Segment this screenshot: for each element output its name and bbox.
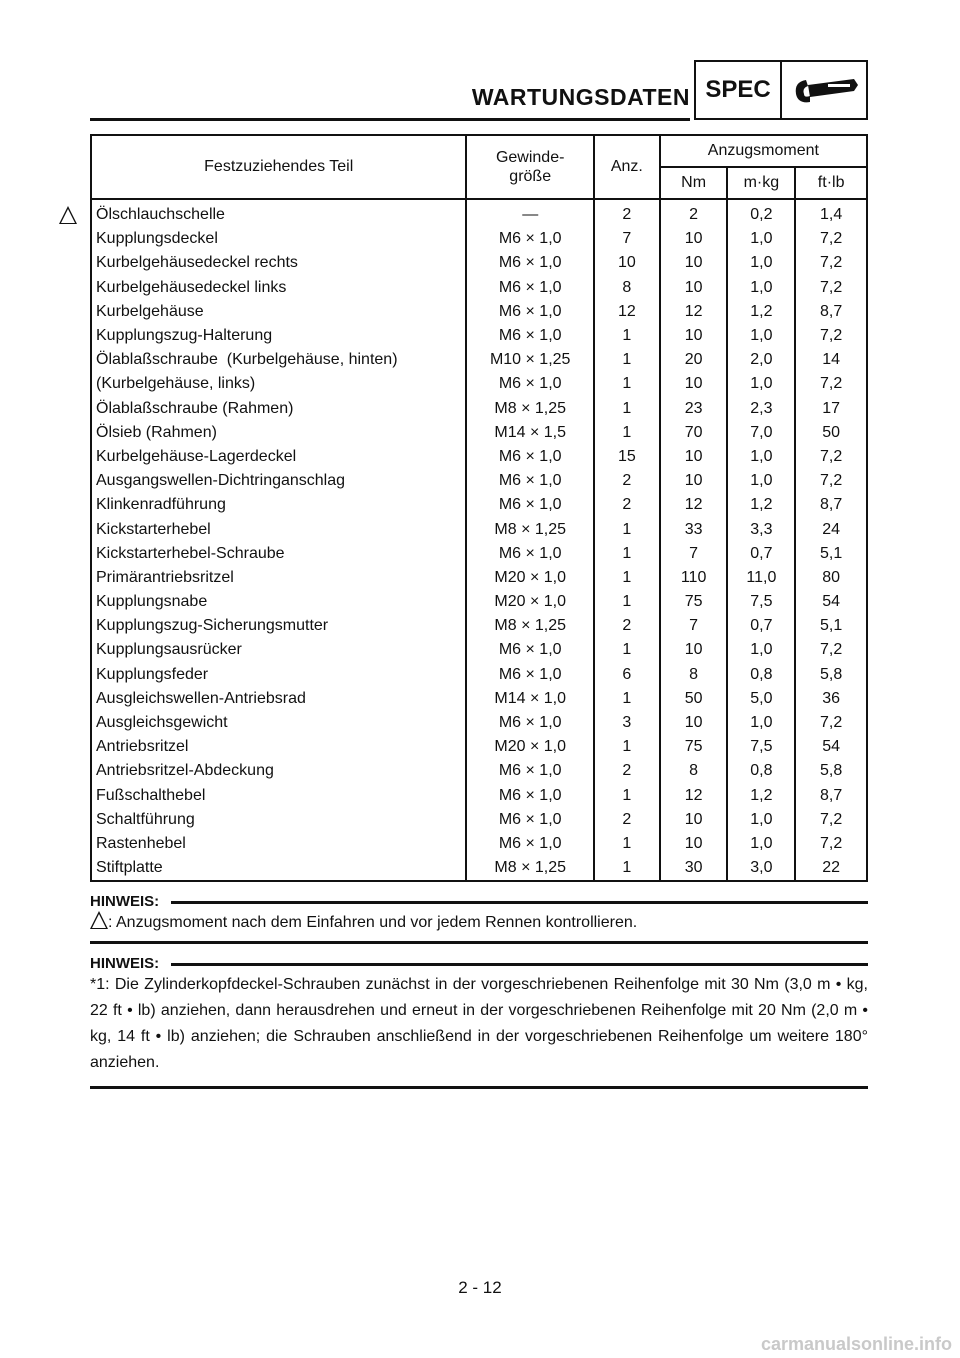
wrench-icon: [788, 68, 862, 112]
cell-thread: M6 × 1,0: [466, 542, 594, 566]
table-row: [91, 445, 867, 469]
cell-mkg: 7,5: [727, 590, 795, 614]
table-row: [91, 735, 867, 759]
cell-mkg: 3,0: [727, 856, 795, 881]
cell-qty: 1: [594, 517, 660, 541]
watermark: carmanualsonline.info: [760, 1334, 952, 1354]
cell-mkg: 1,0: [727, 832, 795, 856]
note-1-text: : Anzugsmoment nach dem Einfahren und vor jedem Rennen kontrollieren.: [108, 914, 638, 931]
cell-ftlb: 5,8: [795, 759, 867, 783]
cell-part: Kupplungsausrücker: [91, 638, 466, 662]
table-row: [91, 663, 867, 687]
note-1-heading: HINWEIS:: [90, 893, 160, 910]
cell-nm: 75: [660, 590, 728, 614]
table-row: [91, 542, 867, 566]
spec-badge: [694, 60, 868, 120]
cell-qty: 1: [594, 566, 660, 590]
cell-ftlb: 5,8: [795, 663, 867, 687]
cell-thread: M14 × 1,5: [466, 421, 594, 445]
cell-nm: 10: [660, 251, 728, 275]
cell-thread: M8 × 1,25: [466, 856, 594, 881]
note-1-heading-row: [90, 893, 868, 910]
cell-mkg: 7,5: [727, 735, 795, 759]
col-header-thread: Gewinde- größe: [466, 135, 594, 199]
cell-mkg: 1,0: [727, 324, 795, 348]
cell-qty: 1: [594, 348, 660, 372]
table-row: [91, 251, 867, 275]
cell-ftlb: 8,7: [795, 300, 867, 324]
cell-qty: 2: [594, 493, 660, 517]
table-row: [91, 493, 867, 517]
cell-part: Kupplungszug-Sicherungsmutter: [91, 614, 466, 638]
cell-part: Kurbelgehäusedeckel rechts: [91, 251, 466, 275]
cell-mkg: 1,0: [727, 445, 795, 469]
cell-qty: 1: [594, 638, 660, 662]
cell-part: Schaltführung: [91, 808, 466, 832]
cell-part: Ölschlauchschelle: [91, 199, 466, 227]
table-body: [91, 199, 867, 881]
cell-qty: 1: [594, 421, 660, 445]
cell-mkg: 1,0: [727, 372, 795, 396]
spec-label: SPEC: [696, 62, 782, 118]
note-2-body: *1: Die Zylinderkopfdeckel-Schrauben zunächst in der vorgeschriebenen Reihenfolge mit 30 Nm (3,0 m • kg, 22 ft • lb) anziehen, dann herausdrehen und erneut in der vorgeschriebenen Reihenfolge mit 20 Nm (2,0 m • kg, 14 ft • lb) anziehen; die Schrauben anschließend in der vorgeschriebenen Reihenfolge um weitere 180° anziehen.: [90, 976, 868, 1071]
col-header-ftlb: ft·lb: [795, 167, 867, 199]
table-row: [91, 300, 867, 324]
cell-part: Kurbelgehäuse-Lagerdeckel: [91, 445, 466, 469]
cell-nm: 10: [660, 638, 728, 662]
cell-qty: 6: [594, 663, 660, 687]
cell-nm: 30: [660, 856, 728, 881]
cell-thread: M6 × 1,0: [466, 711, 594, 735]
cell-mkg: 0,7: [727, 542, 795, 566]
cell-mkg: 1,0: [727, 276, 795, 300]
cell-ftlb: 8,7: [795, 493, 867, 517]
cell-thread: M6 × 1,0: [466, 300, 594, 324]
table-row: [91, 397, 867, 421]
table-row: [91, 517, 867, 541]
cell-thread: M20 × 1,0: [466, 735, 594, 759]
cell-mkg: 0,7: [727, 614, 795, 638]
cell-part: Kupplungsfeder: [91, 663, 466, 687]
cell-mkg: 11,0: [727, 566, 795, 590]
cell-ftlb: 5,1: [795, 614, 867, 638]
cell-nm: 75: [660, 735, 728, 759]
cell-qty: 2: [594, 759, 660, 783]
cell-nm: 8: [660, 759, 728, 783]
cell-thread: M20 × 1,0: [466, 566, 594, 590]
cell-ftlb: 22: [795, 856, 867, 881]
cell-mkg: 1,2: [727, 493, 795, 517]
cell-nm: 12: [660, 300, 728, 324]
cell-part: Ausgleichsgewicht: [91, 711, 466, 735]
cell-nm: 110: [660, 566, 728, 590]
cell-nm: 10: [660, 276, 728, 300]
cell-qty: 1: [594, 832, 660, 856]
note-1-end-rule: [90, 941, 868, 944]
cell-qty: 1: [594, 324, 660, 348]
cell-qty: 1: [594, 397, 660, 421]
cell-nm: 50: [660, 687, 728, 711]
cell-thread: M14 × 1,0: [466, 687, 594, 711]
cell-nm: 10: [660, 808, 728, 832]
cell-nm: 12: [660, 493, 728, 517]
cell-qty: 1: [594, 687, 660, 711]
table-row: [91, 324, 867, 348]
col-header-torque: Anzugsmoment: [660, 135, 867, 167]
table-row: [91, 711, 867, 735]
cell-part: Ölablaßschraube (Kurbelgehäuse, hinten): [91, 348, 466, 372]
cell-nm: 10: [660, 469, 728, 493]
cell-ftlb: 5,1: [795, 542, 867, 566]
cell-mkg: 7,0: [727, 421, 795, 445]
table-row: [91, 421, 867, 445]
cell-ftlb: 50: [795, 421, 867, 445]
cell-nm: 10: [660, 324, 728, 348]
cell-ftlb: 7,2: [795, 638, 867, 662]
cell-ftlb: 1,4: [795, 199, 867, 227]
cell-nm: 2: [660, 199, 728, 227]
cell-ftlb: 80: [795, 566, 867, 590]
cell-mkg: 5,0: [727, 687, 795, 711]
cell-thread: M6 × 1,0: [466, 251, 594, 275]
cell-ftlb: 14: [795, 348, 867, 372]
cell-part: Ölablaßschraube (Rahmen): [91, 397, 466, 421]
cell-nm: 33: [660, 517, 728, 541]
table-row: [91, 856, 867, 881]
cell-ftlb: 7,2: [795, 324, 867, 348]
cell-part: Rastenhebel: [91, 832, 466, 856]
cell-ftlb: 54: [795, 590, 867, 614]
cell-mkg: 1,0: [727, 469, 795, 493]
cell-mkg: 0,8: [727, 759, 795, 783]
page-number: 2 - 12: [458, 1278, 502, 1297]
note-2: [90, 955, 868, 1089]
col-header-mkg: m·kg: [727, 167, 795, 199]
note-2-end-rule: [90, 1086, 868, 1089]
cell-qty: 3: [594, 711, 660, 735]
cell-mkg: 3,3: [727, 517, 795, 541]
cell-qty: 7: [594, 227, 660, 251]
cell-nm: 20: [660, 348, 728, 372]
cell-part: Ausgangswellen-Dichtringanschlag: [91, 469, 466, 493]
cell-part: Kupplungszug-Halterung: [91, 324, 466, 348]
cell-qty: 1: [594, 735, 660, 759]
table-row: [91, 687, 867, 711]
cell-nm: 10: [660, 711, 728, 735]
cell-thread: M20 × 1,0: [466, 590, 594, 614]
cell-qty: 1: [594, 784, 660, 808]
cell-mkg: 2,0: [727, 348, 795, 372]
torque-table: [90, 134, 868, 882]
cell-mkg: 0,8: [727, 663, 795, 687]
cell-ftlb: 7,2: [795, 276, 867, 300]
cell-nm: 10: [660, 832, 728, 856]
retighten-marker-icon: [59, 206, 77, 224]
cell-qty: 1: [594, 590, 660, 614]
cell-mkg: 2,3: [727, 397, 795, 421]
cell-mkg: 1,0: [727, 227, 795, 251]
cell-part: (Kurbelgehäuse, links): [91, 372, 466, 396]
cell-qty: 1: [594, 542, 660, 566]
table-row: [91, 638, 867, 662]
cell-thread: M6 × 1,0: [466, 663, 594, 687]
table-row: [91, 566, 867, 590]
cell-ftlb: 7,2: [795, 711, 867, 735]
cell-mkg: 1,0: [727, 711, 795, 735]
page-title: WARTUNGSDATEN: [471, 84, 690, 110]
cell-part: Primärantriebsritzel: [91, 566, 466, 590]
cell-nm: 8: [660, 663, 728, 687]
cell-part: Kickstarterhebel-Schraube: [91, 542, 466, 566]
cell-ftlb: 7,2: [795, 832, 867, 856]
cell-qty: 10: [594, 251, 660, 275]
cell-mkg: 0,2: [727, 199, 795, 227]
cell-thread: M6 × 1,0: [466, 784, 594, 808]
cell-thread: M6 × 1,0: [466, 759, 594, 783]
note-1: [90, 893, 868, 944]
table-row: [91, 590, 867, 614]
cell-part: Fußschalthebel: [91, 784, 466, 808]
cell-thread: M6 × 1,0: [466, 324, 594, 348]
note-2-heading: HINWEIS:: [90, 955, 160, 972]
cell-part: Ölsieb (Rahmen): [91, 421, 466, 445]
cell-thread: M8 × 1,25: [466, 614, 594, 638]
cell-mkg: 1,2: [727, 300, 795, 324]
cell-qty: 2: [594, 199, 660, 227]
cell-mkg: 1,0: [727, 808, 795, 832]
cell-qty: 8: [594, 276, 660, 300]
cell-part: Kupplungsdeckel: [91, 227, 466, 251]
cell-thread: M6 × 1,0: [466, 493, 594, 517]
cell-nm: 10: [660, 445, 728, 469]
cell-qty: 2: [594, 469, 660, 493]
cell-qty: 2: [594, 614, 660, 638]
cell-part: Klinkenradführung: [91, 493, 466, 517]
cell-thread: M6 × 1,0: [466, 445, 594, 469]
table-row: [91, 784, 867, 808]
cell-thread: M6 × 1,0: [466, 638, 594, 662]
cell-nm: 7: [660, 542, 728, 566]
cell-ftlb: 54: [795, 735, 867, 759]
cell-part: Stiftplatte: [91, 856, 466, 881]
cell-thread: M6 × 1,0: [466, 227, 594, 251]
cell-thread: M6 × 1,0: [466, 372, 594, 396]
cell-part: Ausgleichswellen-Antriebsrad: [91, 687, 466, 711]
cell-part: Kickstarterhebel: [91, 517, 466, 541]
table-row: [91, 832, 867, 856]
cell-thread: M10 × 1,25: [466, 348, 594, 372]
table-row: [91, 759, 867, 783]
cell-thread: M6 × 1,0: [466, 808, 594, 832]
col-header-part: Festzuziehendes Teil: [91, 135, 466, 199]
cell-qty: 2: [594, 808, 660, 832]
page-header: [90, 60, 868, 122]
cell-ftlb: 7,2: [795, 445, 867, 469]
cell-mkg: 1,0: [727, 638, 795, 662]
cell-qty: 12: [594, 300, 660, 324]
cell-mkg: 1,2: [727, 784, 795, 808]
cell-ftlb: 36: [795, 687, 867, 711]
table-row: [91, 199, 867, 227]
cell-nm: 23: [660, 397, 728, 421]
cell-thread: M6 × 1,0: [466, 832, 594, 856]
table-row: [91, 614, 867, 638]
note-1-rule: [171, 901, 868, 904]
cell-part: Antriebsritzel: [91, 735, 466, 759]
table-row: [91, 372, 867, 396]
cell-ftlb: 7,2: [795, 372, 867, 396]
table-row: [91, 227, 867, 251]
table-row: [91, 276, 867, 300]
cell-qty: 1: [594, 372, 660, 396]
note-2-rule: [171, 963, 868, 966]
cell-nm: 12: [660, 784, 728, 808]
cell-ftlb: 7,2: [795, 808, 867, 832]
table-row: [91, 808, 867, 832]
note-2-heading-row: [90, 955, 868, 972]
cell-qty: 1: [594, 856, 660, 881]
cell-nm: 10: [660, 372, 728, 396]
cell-nm: 10: [660, 227, 728, 251]
cell-part: Antriebsritzel-Abdeckung: [91, 759, 466, 783]
table-row: [91, 348, 867, 372]
cell-thread: M8 × 1,25: [466, 517, 594, 541]
header-rule: [90, 118, 690, 121]
cell-thread: M8 × 1,25: [466, 397, 594, 421]
cell-part: Kupplungsnabe: [91, 590, 466, 614]
cell-ftlb: 17: [795, 397, 867, 421]
cell-ftlb: 7,2: [795, 227, 867, 251]
table-row: [91, 469, 867, 493]
cell-nm: 70: [660, 421, 728, 445]
cell-thread: M6 × 1,0: [466, 276, 594, 300]
col-header-qty: Anz.: [594, 135, 660, 199]
cell-thread: M6 × 1,0: [466, 469, 594, 493]
cell-ftlb: 24: [795, 517, 867, 541]
cell-part: Kurbelgehäusedeckel links: [91, 276, 466, 300]
cell-mkg: 1,0: [727, 251, 795, 275]
col-header-nm: Nm: [660, 167, 728, 199]
cell-ftlb: 8,7: [795, 784, 867, 808]
cell-part: Kurbelgehäuse: [91, 300, 466, 324]
cell-ftlb: 7,2: [795, 469, 867, 493]
note-marker-icon: [90, 911, 108, 929]
cell-thread: —: [466, 199, 594, 227]
cell-qty: 15: [594, 445, 660, 469]
note-1-body: [90, 910, 868, 935]
cell-nm: 7: [660, 614, 728, 638]
cell-ftlb: 7,2: [795, 251, 867, 275]
